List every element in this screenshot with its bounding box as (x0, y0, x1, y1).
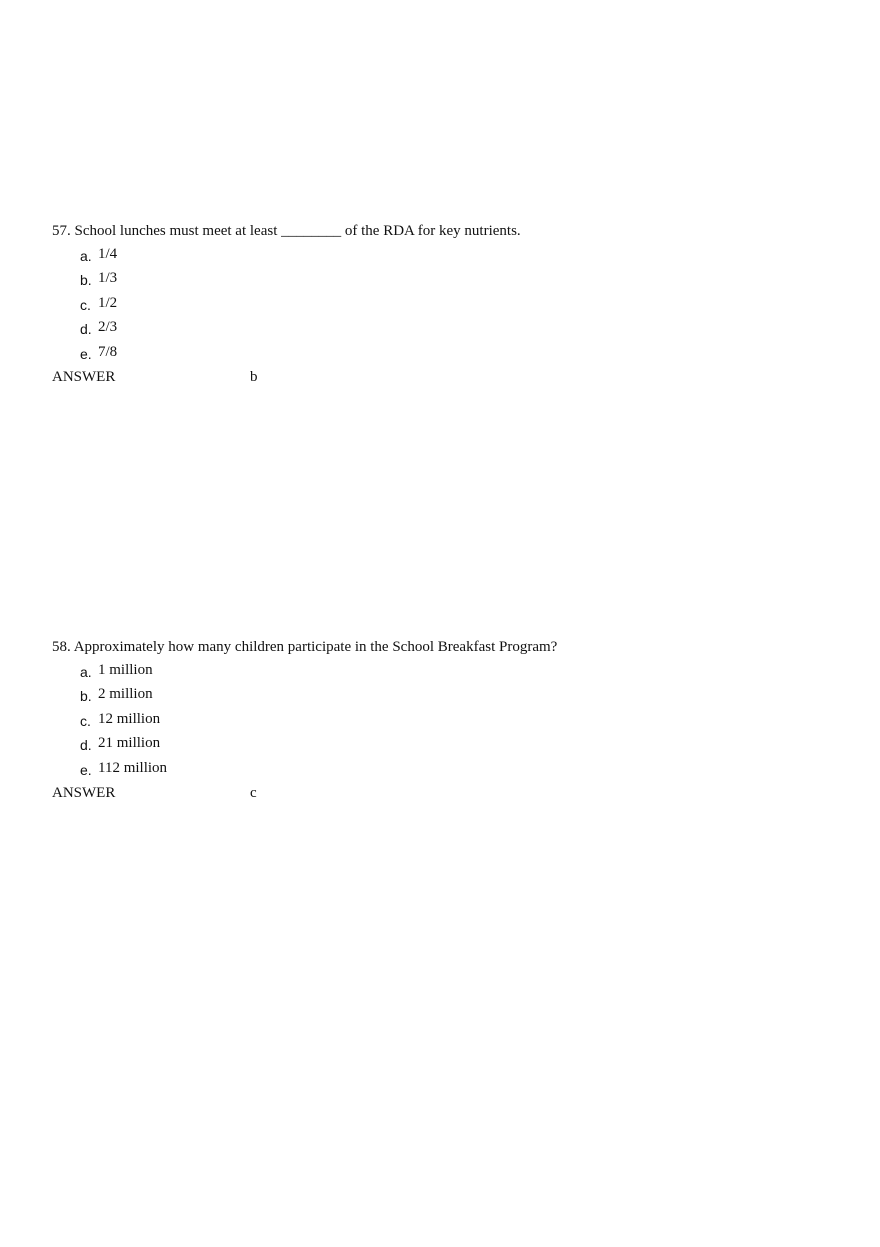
option-text: 21 million (98, 735, 161, 752)
option-text: 1 million (98, 662, 153, 678)
question-number: 57. (52, 223, 71, 239)
answer-options (52, 242, 832, 364)
option-text: 1/2 (98, 294, 118, 311)
answer-value: c (250, 784, 257, 801)
option-c (52, 707, 832, 731)
question-58 (52, 636, 832, 806)
option-letter: e. (80, 345, 92, 362)
answer-row (52, 364, 832, 390)
question-57 (52, 220, 832, 390)
option-letter: c. (80, 296, 91, 313)
option-letter: c. (80, 712, 91, 729)
answer-options (52, 658, 832, 780)
option-d (52, 315, 832, 339)
option-a (52, 658, 832, 682)
answer-label: ANSWER (52, 368, 116, 385)
question-stem (52, 220, 832, 242)
option-e (52, 756, 832, 780)
option-letter: a. (80, 248, 92, 264)
option-a (52, 242, 832, 266)
answer-row (52, 780, 832, 806)
question-text: School lunches must meet at least ________ of the RDA for key nutrients. (74, 223, 521, 239)
option-text: 1/3 (98, 270, 118, 287)
question-stem (52, 636, 832, 658)
option-letter: b. (80, 688, 92, 705)
option-text: 12 million (98, 710, 161, 727)
option-e (52, 340, 832, 364)
question-number: 58. (52, 639, 71, 655)
option-d (52, 731, 832, 755)
option-text: 112 million (98, 759, 168, 776)
option-b (52, 682, 832, 706)
option-letter: a. (80, 664, 92, 680)
option-c (52, 291, 832, 315)
option-text: 1/4 (98, 246, 118, 262)
option-letter: b. (80, 272, 92, 289)
option-text: 2 million (98, 686, 153, 703)
option-text: 7/8 (98, 343, 118, 360)
option-text: 2/3 (98, 319, 118, 336)
option-letter: d. (80, 737, 92, 754)
option-b (52, 266, 832, 290)
answer-label: ANSWER (52, 784, 116, 801)
option-letter: d. (80, 321, 92, 338)
question-text: Approximately how many children participate in the School Breakfast Program? (73, 639, 558, 655)
answer-value: b (250, 368, 258, 385)
option-letter: e. (80, 761, 92, 778)
